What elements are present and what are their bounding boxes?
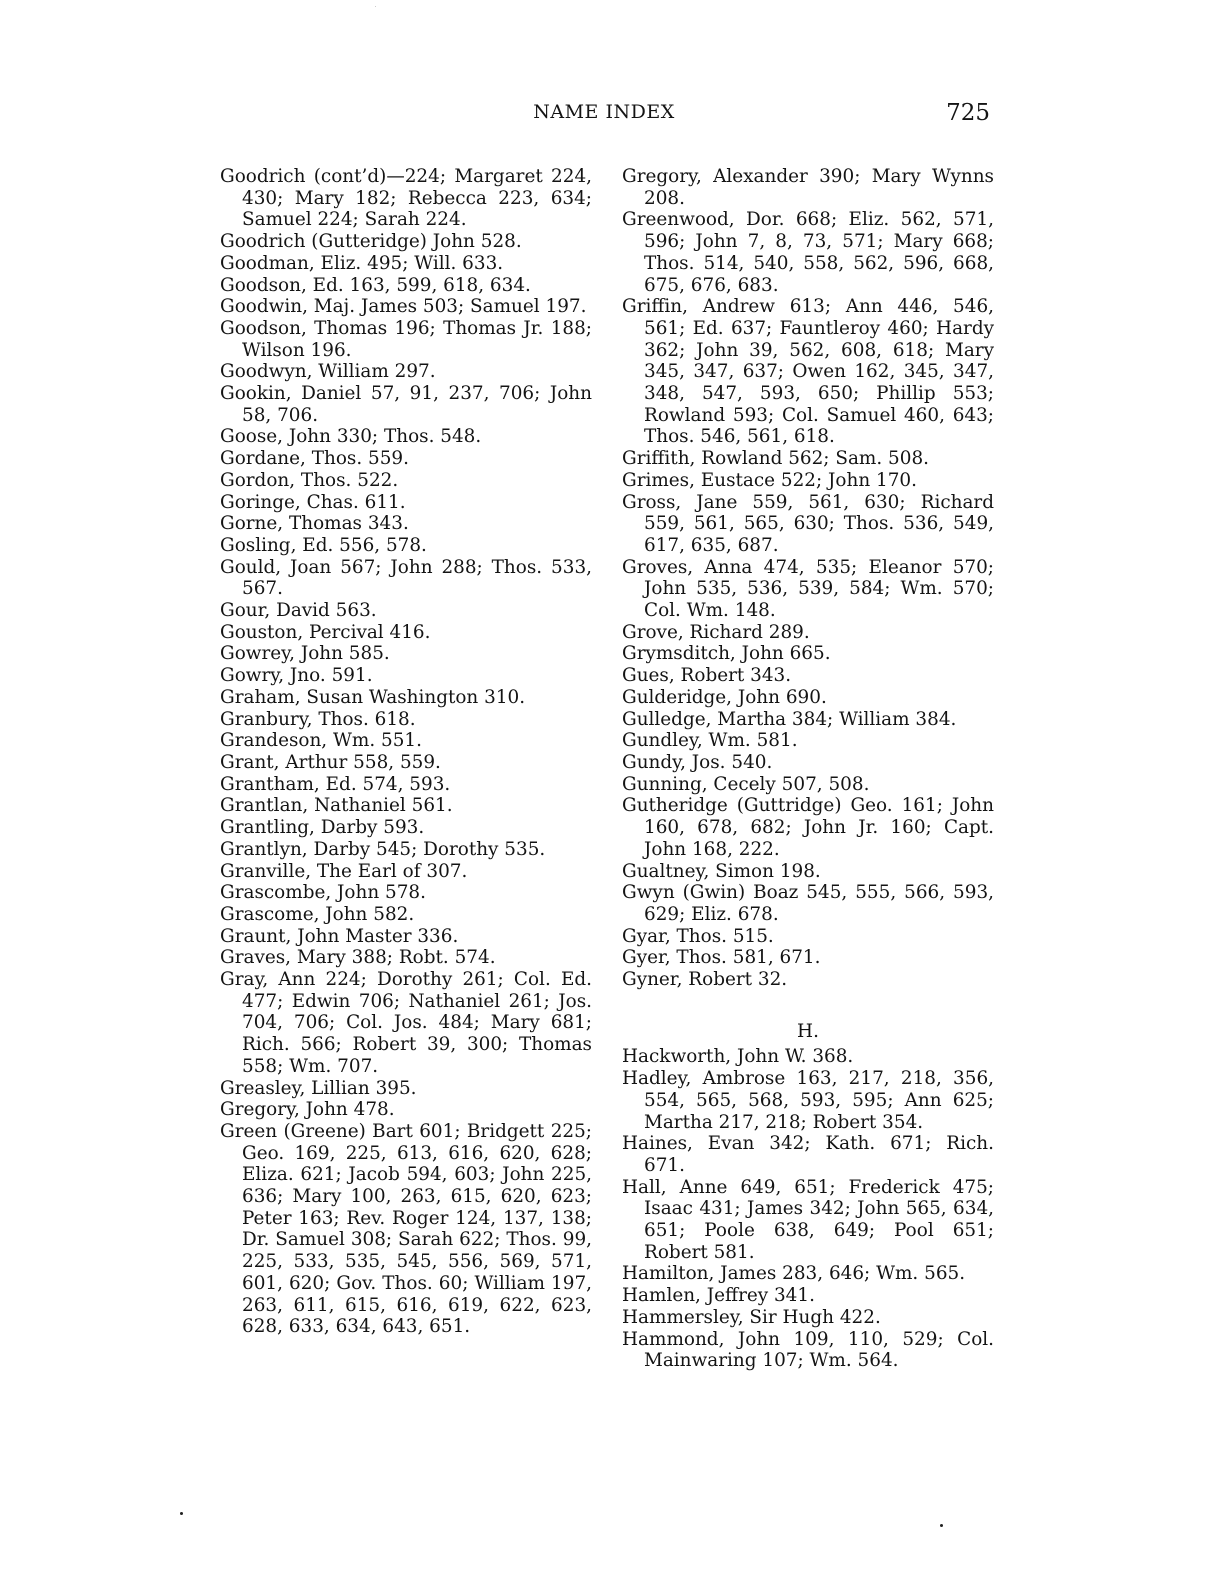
- index-entry: Gowrey, John 585.: [220, 643, 390, 665]
- scan-speck: [180, 1512, 183, 1515]
- index-entry: Gookin, Daniel 57, 91, 237, 706; John 58, 706.: [220, 383, 592, 426]
- index-entry: Green (Greene) Bart 601; Bridgett 225; Geo. 169, 225, 613, 616, 620, 628; Eliza. 621; Jacob 594, 603; John 225, 636; Mary 100, 263, 615, 620, 623; Peter 163; Rev. Roger 124, 137, 138; Dr. Samuel 308; Sarah 622; Thos. 99, 225, 533, 535, 545, 556, 569, 571, 601, 620; Gov. Thos. 60; William 197, 263, 611, 615, 616, 619, 622, 623, 628, 633, 634, 643, 651.: [220, 1120, 592, 1338]
- index-entry: Grandeson, Wm. 551.: [220, 730, 422, 752]
- index-entry: Hackworth, John W. 368.: [622, 1046, 854, 1068]
- index-entry: Gutheridge (Guttridge) Geo. 161; John 160, 678, 682; John Jr. 160; Capt. John 168, 222.: [622, 795, 994, 860]
- index-entry: Hamlen, Jeffrey 341.: [622, 1285, 815, 1307]
- index-entry: Granbury, Thos. 618.: [220, 708, 416, 730]
- index-entry: Gregory, John 478.: [220, 1099, 395, 1121]
- index-entry: Gulderidge, John 690.: [622, 686, 827, 708]
- index-entry: Gross, Jane 559, 561, 630; Richard 559, 561, 565, 630; Thos. 536, 549, 617, 635, 687.: [622, 491, 994, 556]
- index-entry: Gualtney, Simon 198.: [622, 860, 821, 882]
- index-entry: Griffith, Rowland 562; Sam. 508.: [622, 448, 929, 470]
- index-entry: Gray, Ann 224; Dorothy 261; Col. Ed. 477; Edwin 706; Nathaniel 261; Jos. 704, 706; Col. Jos. 484; Mary 681; Rich. 566; Robert 39, 300; Thomas 558; Wm. 707.: [220, 969, 592, 1077]
- page-number: 725: [946, 100, 990, 126]
- index-entry: Gyer, Thos. 581, 671.: [622, 947, 821, 969]
- index-entry: Gordon, Thos. 522.: [220, 469, 399, 491]
- index-entry: Gorne, Thomas 343.: [220, 513, 409, 535]
- index-entry: Gour, David 563.: [220, 600, 377, 622]
- section-heading-h: H.: [797, 1020, 819, 1042]
- index-entry: Goodson, Ed. 163, 599, 618, 634.: [220, 274, 531, 296]
- index-entry: Gouston, Percival 416.: [220, 621, 431, 643]
- index-entry: Grymsditch, John 665.: [622, 643, 831, 665]
- index-entry: Goodrich (Gutteridge) John 528.: [220, 231, 522, 253]
- index-entry: Greenwood, Dor. 668; Eliz. 562, 571, 596; John 7, 8, 73, 571; Mary 668; Thos. 514, 540, 558, 562, 596, 668, 675, 676, 683.: [622, 209, 994, 296]
- page-header: [218, 101, 990, 131]
- index-entry: Griffin, Andrew 613; Ann 446, 546, 561; Ed. 637; Fauntleroy 460; Hardy 362; John 39, 562, 608, 618; Mary 345, 347, 637; Owen 162, 345, 347, 348, 547, 593, 650; Phillip 553; Rowland 593; Col. Samuel 460, 643; Thos. 546, 561, 618.: [622, 296, 994, 448]
- index-entry: Gulledge, Martha 384; William 384.: [622, 708, 957, 730]
- index-entry: Gundley, Wm. 581.: [622, 730, 798, 752]
- index-entry: Graunt, John Master 336.: [220, 925, 459, 947]
- index-column-left: [220, 166, 592, 1338]
- scan-speck: [940, 1524, 943, 1527]
- index-entry: Goodwin, Maj. James 503; Samuel 197.: [220, 296, 587, 318]
- index-entry: Gosling, Ed. 556, 578.: [220, 534, 427, 556]
- index-entry: Graham, Susan Washington 310.: [220, 686, 526, 708]
- index-entry: Grant, Arthur 558, 559.: [220, 751, 441, 773]
- index-entry: Greasley, Lillian 395.: [220, 1077, 417, 1099]
- index-entry: Gyar, Thos. 515.: [622, 925, 774, 947]
- index-entry: Gunning, Cecely 507, 508.: [622, 773, 870, 795]
- index-entry: Goodrich (cont’d)—224; Margaret 224, 430; Mary 182; Rebecca 223, 634; Samuel 224; Sarah 224.: [220, 166, 592, 231]
- index-entry: Haines, Evan 342; Kath. 671; Rich. 671.: [622, 1133, 994, 1176]
- index-entry: Gyner, Robert 32.: [622, 969, 788, 991]
- index-entry: Grimes, Eustace 522; John 170.: [622, 469, 917, 491]
- index-entry: Gwyn (Gwin) Boaz 545, 555, 566, 593, 629; Eliz. 678.: [622, 882, 994, 925]
- index-entry: Grascome, John 582.: [220, 903, 415, 925]
- index-entry: Goose, John 330; Thos. 548.: [220, 426, 482, 448]
- index-entry: Graves, Mary 388; Robt. 574.: [220, 947, 496, 969]
- index-entry: Granville, The Earl of 307.: [220, 860, 468, 882]
- index-entry: Hammond, John 109, 110, 529; Col. Mainwaring 107; Wm. 564.: [622, 1328, 994, 1372]
- index-entry: Hamilton, James 283, 646; Wm. 565.: [622, 1263, 966, 1285]
- index-entry: Hadley, Ambrose 163, 217, 218, 356, 554, 565, 568, 593, 595; Ann 625; Martha 217, 218; Robert 354.: [622, 1068, 994, 1133]
- index-entry: Gould, Joan 567; John 288; Thos. 533, 567.: [220, 556, 592, 600]
- index-entry: Hammersley, Sir Hugh 422.: [622, 1306, 881, 1328]
- index-entry: Grantling, Darby 593.: [220, 817, 425, 839]
- index-entry: Goodson, Thomas 196; Thomas Jr. 188; Wilson 196.: [220, 317, 592, 361]
- index-entry: Gundy, Jos. 540.: [622, 751, 773, 773]
- index-entry: Grantlyn, Darby 545; Dorothy 535.: [220, 838, 546, 860]
- index-entry: Goringe, Chas. 611.: [220, 491, 406, 513]
- index-entry: Grove, Richard 289.: [622, 621, 810, 643]
- index-entry: Hall, Anne 649, 651; Frederick 475; Isaac 431; James 342; John 565, 634, 651; Poole 638, 649; Pool 651; Robert 581.: [622, 1176, 994, 1263]
- index-entry: Gordane, Thos. 559.: [220, 448, 409, 470]
- scan-speck: [375, 6, 376, 7]
- index-entry: Grantham, Ed. 574, 593.: [220, 773, 451, 795]
- index-entry: Grantlan, Nathaniel 561.: [220, 795, 453, 817]
- index-entry: Gregory, Alexander 390; Mary Wynns 208.: [622, 166, 994, 209]
- index-entry: Gues, Robert 343.: [622, 665, 792, 687]
- index-entry: Goodwyn, William 297.: [220, 361, 436, 383]
- index-column-right: [622, 166, 994, 1372]
- index-entry: Grascombe, John 578.: [220, 882, 426, 904]
- index-entry: Goodman, Eliz. 495; Will. 633.: [220, 252, 504, 274]
- index-entry: Gowry, Jno. 591.: [220, 665, 373, 687]
- index-entry: Groves, Anna 474, 535; Eleanor 570; John 535, 536, 539, 584; Wm. 570; Col. Wm. 148.: [622, 556, 994, 622]
- running-title: NAME INDEX: [533, 101, 675, 123]
